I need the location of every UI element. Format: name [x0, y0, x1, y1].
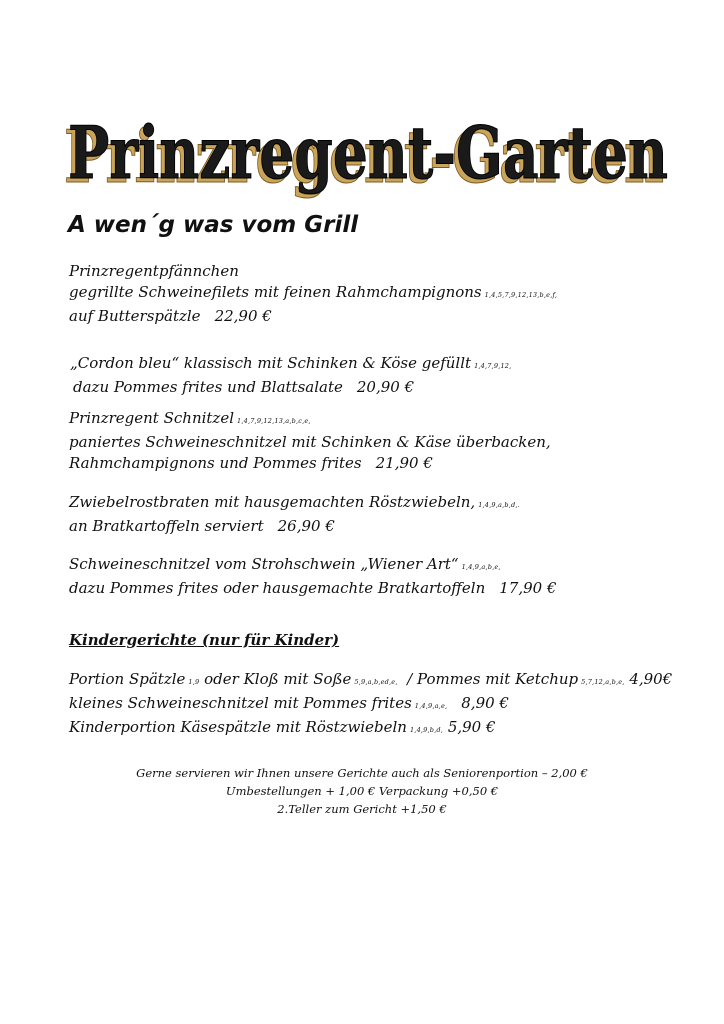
dish-side — [70, 377, 511, 398]
allergen-codes: 5,7,12,a,b,e, — [581, 678, 625, 686]
allergen-codes: 1,4,7,9,12, — [474, 362, 512, 370]
allergen-codes: 1,9 — [188, 678, 200, 686]
kids-section-title: Kindergerichte (nur für Kinder) — [69, 631, 340, 649]
kids-menu — [69, 669, 672, 741]
dish-price: 20,90 € — [356, 378, 415, 396]
allergen-codes: 1,4,9,a,b,d,. — [478, 501, 520, 509]
dish-prinzregentpfaennchen — [69, 261, 557, 327]
dish-prinzregent-schnitzel — [69, 408, 551, 474]
kids-item-spaetzle — [69, 669, 672, 693]
dish-price: 26,90 € — [277, 517, 335, 535]
restaurant-logo — [0, 100, 724, 210]
footer-extra-plate: 2.Teller zum Gericht +1,50 € — [277, 802, 447, 816]
kids-item-text: / Pommes mit Ketchup — [407, 670, 579, 688]
section-title: A wen´g was vom Grill — [68, 212, 359, 238]
dish-price: 8,90 € — [461, 694, 509, 712]
dish-side-text: auf Butterspätzle — [69, 307, 201, 325]
dish-description-text: gegrillte Schweinefilets mit feinen Rahmchampignons — [69, 283, 482, 301]
logo-main-text: Prinzregent-Garten — [68, 110, 668, 195]
dish-description: paniertes Schweineschnitzel mit Schinken & Käse überbacken, — [69, 433, 551, 451]
dish-side — [69, 516, 520, 537]
allergen-codes: 5,9,a,b,ed,e, — [354, 678, 398, 686]
dish-name-text: Prinzregent Schnitzel — [69, 409, 235, 427]
dish-price: 22,90 € — [214, 307, 272, 325]
dish-side-text: an Bratkartoffeln serviert — [69, 517, 264, 535]
dish-price: 4,90€ — [629, 670, 673, 688]
dish-price: 21,90 € — [375, 454, 433, 472]
dish-name: Prinzregentpfännchen — [69, 262, 239, 280]
dish-price: 17,90 € — [499, 579, 557, 597]
dish-side-text: Rahmchampignons und Pommes frites — [69, 454, 362, 472]
dish-price: 5,90 € — [447, 718, 496, 736]
footer-fees: Umbestellungen + 1,00 € Verpackung +0,50 € — [225, 784, 499, 798]
allergen-codes: 1,4,9,b,d, — [409, 726, 444, 734]
dish-side — [69, 453, 551, 474]
dish-name-text: Zwiebelrostbraten mit hausgemachten Röstzwiebeln, — [69, 493, 476, 511]
footer-senior-note: Gerne servieren wir Ihnen unsere Gerichte auch als Seniorenportion – 2,00 € — [136, 766, 588, 780]
kids-item-text: Portion Spätzle — [69, 670, 186, 688]
kids-item-text: oder Kloß mit Soße — [204, 670, 352, 688]
dish-name-text: Schweineschnitzel vom Strohschwein „Wiener Art“ — [69, 555, 459, 573]
kids-item-schnitzel — [69, 693, 672, 717]
dish-side — [69, 306, 557, 327]
dish-name — [69, 408, 551, 432]
footer-notes — [0, 764, 724, 818]
dish-wiener-art — [69, 554, 557, 599]
dish-name — [69, 554, 557, 578]
dish-name-text: „Cordon bleu“ klassisch mit Schinken & Köse gefüllt — [70, 354, 472, 372]
kids-item-text: kleines Schweineschnitzel mit Pommes frites — [69, 694, 412, 712]
dish-name — [70, 353, 511, 377]
dish-side — [69, 578, 557, 599]
kids-item-kaesespaetzle — [69, 717, 672, 741]
dish-side-text: dazu Pommes frites oder hausgemachte Bratkartoffeln — [69, 579, 486, 597]
dish-cordon-bleu — [70, 353, 511, 398]
dish-zwiebelrostbraten — [69, 492, 520, 537]
logo-wordmark — [0, 100, 724, 210]
allergen-codes: 1,4,7,9,12,13,a,b,c,e, — [237, 417, 311, 425]
allergen-codes: 1,4,9,a,e, — [414, 702, 448, 710]
dish-name — [69, 492, 520, 516]
kids-item-text: Kinderportion Käsespätzle mit Röstzwiebeln — [69, 718, 407, 736]
allergen-codes: 1,4,9,a,b,e, — [461, 563, 501, 571]
dish-side-text: dazu Pommes frites und Blattsalate — [73, 378, 343, 396]
dish-description — [69, 282, 557, 306]
logo-shadow-text: Prinzregent-Garten — [64, 114, 664, 199]
allergen-codes: 1,4,5,7,9,12,13,b,e,f, — [484, 291, 558, 299]
